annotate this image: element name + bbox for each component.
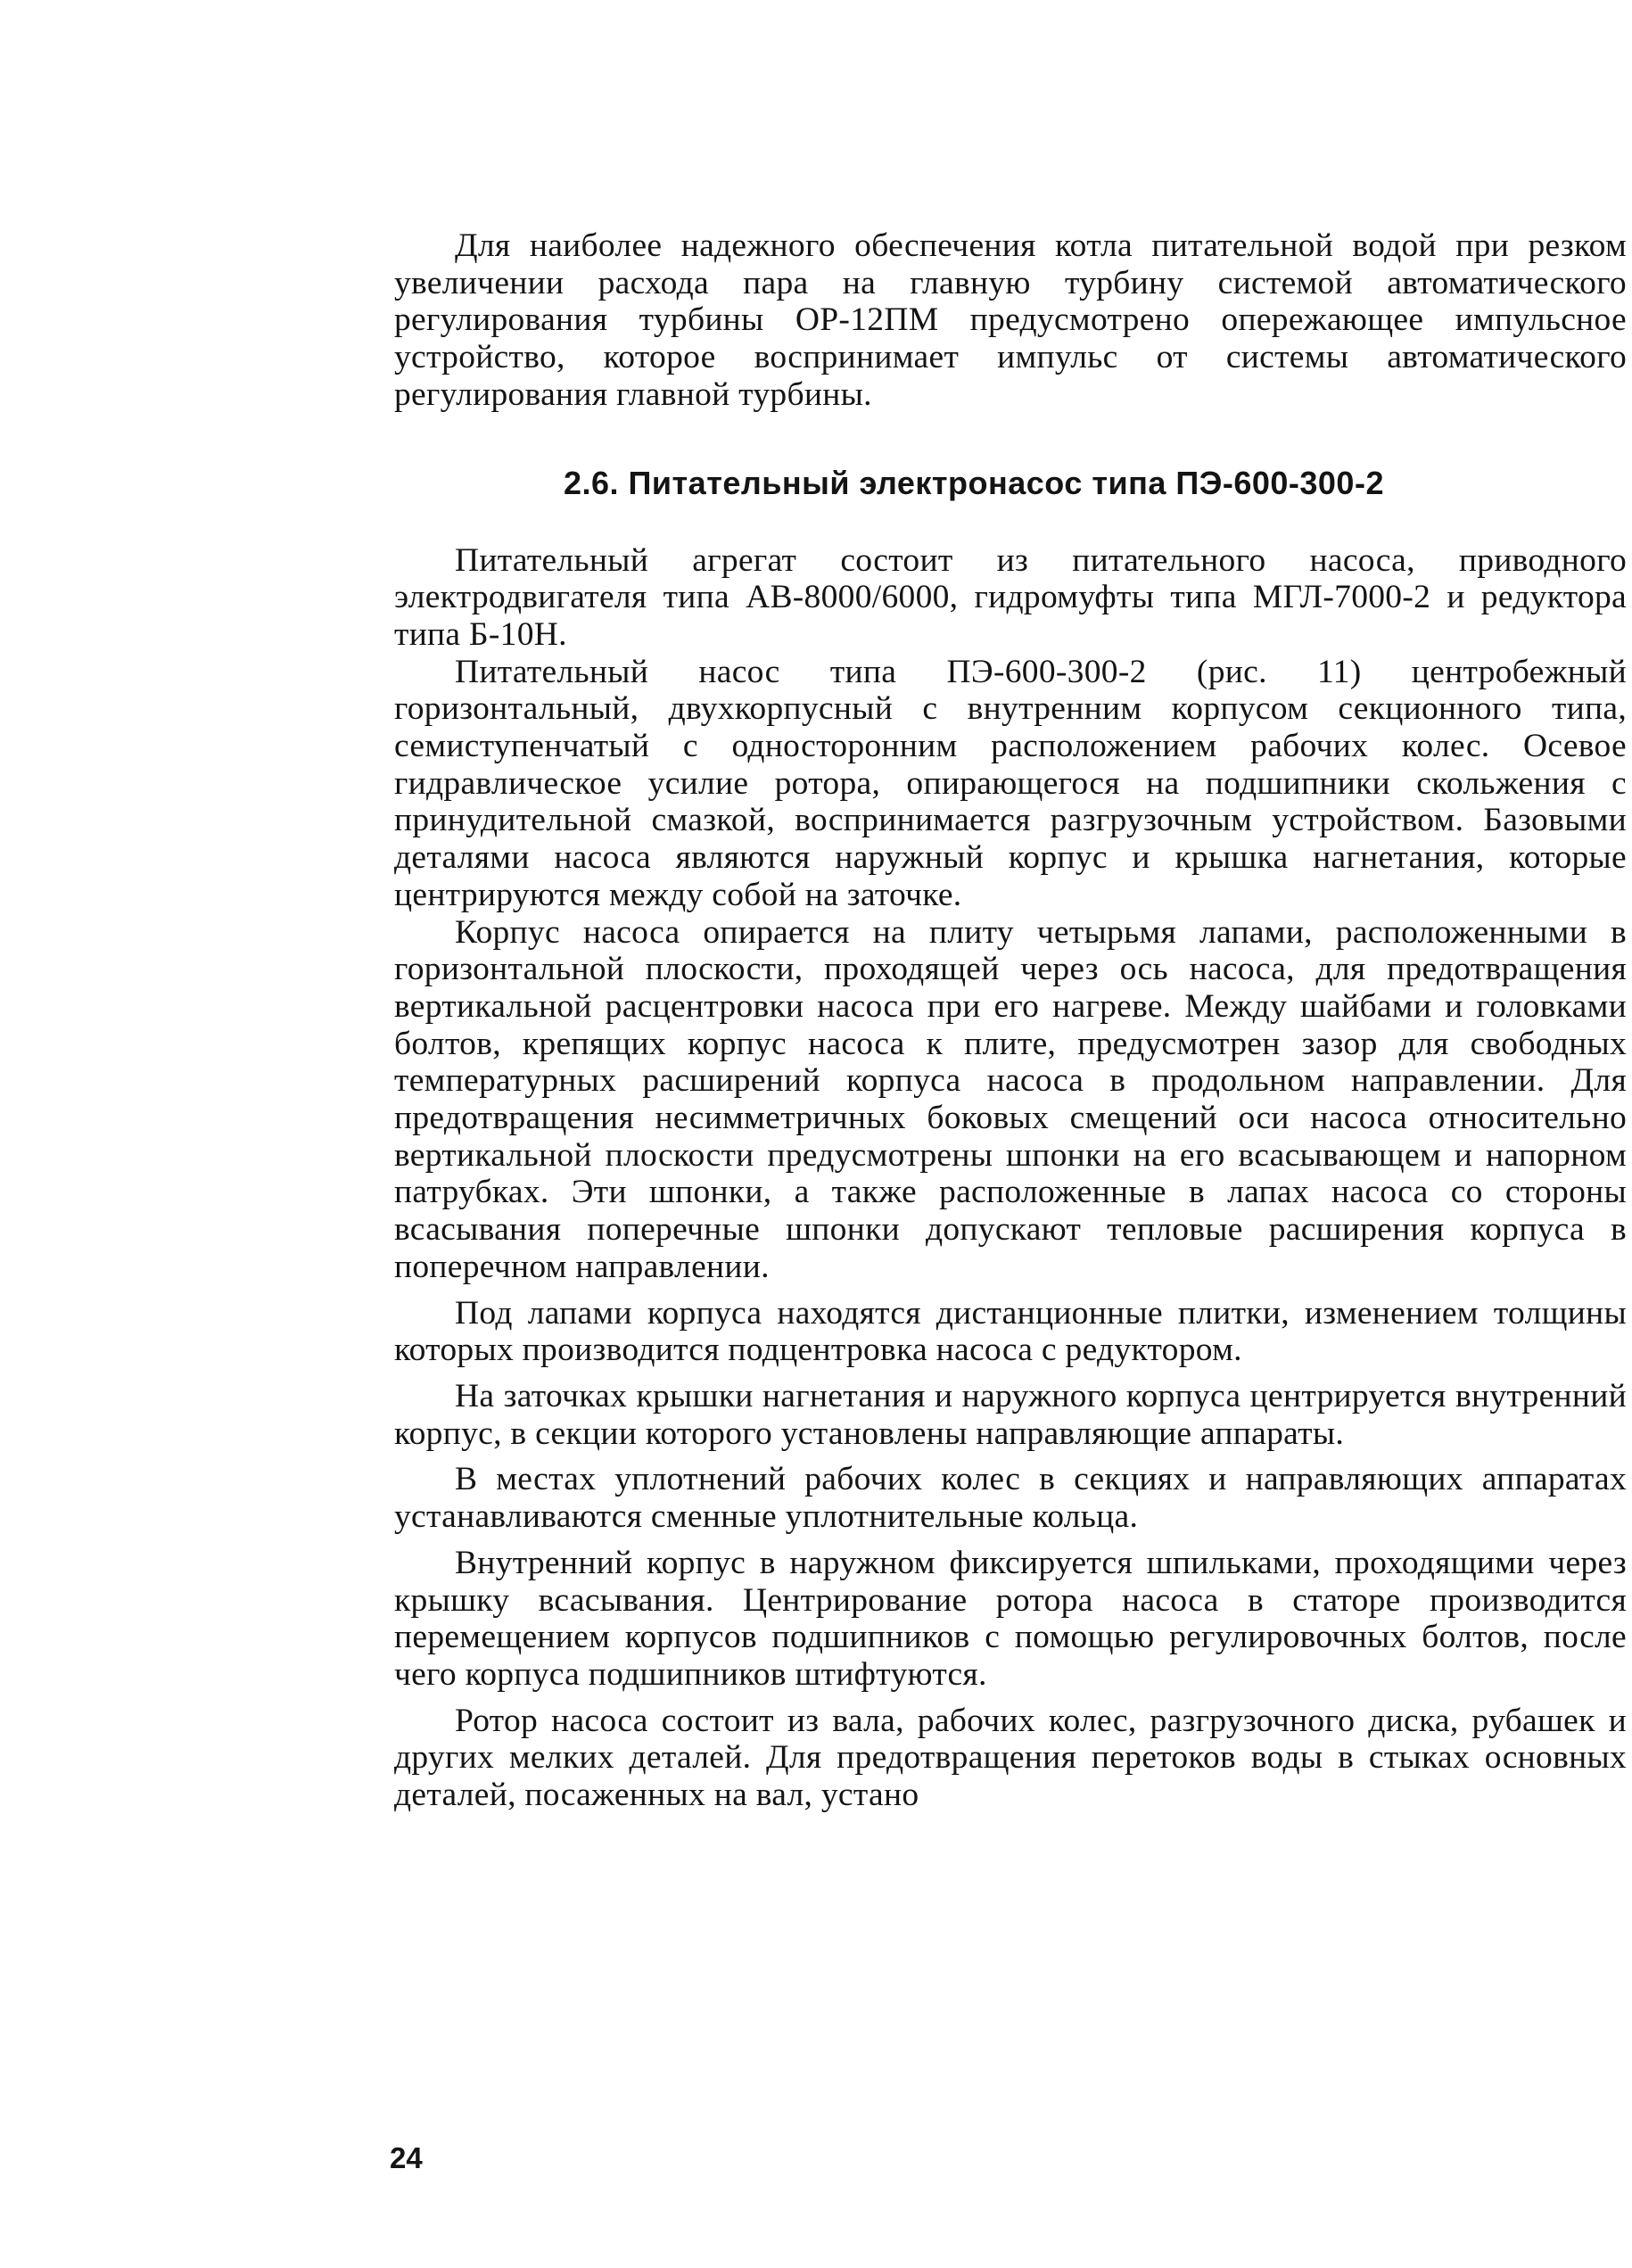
body-paragraph-2: Питательный насос типа ПЭ-600-300-2 (рис. 11) центробежный горизонтальный, двухкорпусный с внутренним корпусом секционного типа, семиступенчатый с односторонним расположением рабочих колес. Осевое гидравлическое усилие ротора, опирающегося на подшипники скольжения с принудительной смазкой, воспринимается разгрузочным устройством. Базовыми деталями насоса являются наружный корпус и крышка нагнетания, которые центрируются между собой на заточке. [394, 653, 1627, 913]
paragraph-gap [394, 1286, 1627, 1295]
body-paragraph-8: Ротор насоса состоит из вала, рабочих колес, разгрузочного диска, рубашек и других мелких деталей. Для предотвращения перетоков воды в стыках основных деталей, посаженных на вал, устано [394, 1702, 1627, 1814]
intro-paragraph: Для наиболее надежного обеспечения котла питательной водой при резком увеличении расхода пара на главную турбину системой автоматического регулирования турбины ОР-12ПМ предусмотрено опережающее импульсное устройство, которое воспринимает импульс от системы автоматического регулирования главной турбины. [394, 227, 1627, 413]
page-number: 24 [390, 2141, 423, 2174]
body-paragraph-3: Корпус насоса опирается на плиту четырьмя лапами, расположенными в горизонтальной плоскости, проходящей через ось насоса, для предотвращения вертикальной расцентровки насоса при его нагреве. Между шайбами и головками болтов, крепящих корпус насоса к плите, предусмотрен зазор для свободных температурных расширений корпуса насоса в продольном направлении. Для предотвращения несимметричных боковых смещений оси насоса относительно вертикальной плоскости предусмотрены шпонки на его всасывающем и напорном патрубках. Эти шпонки, а также расположенные в лапах насоса со стороны всасывания поперечные шпонки допускают тепловые расширения корпуса в поперечном направлении. [394, 913, 1627, 1285]
paragraph-gap [394, 1536, 1627, 1545]
body-paragraph-7: Внутренний корпус в наружном фиксируется шпильками, проходящими через крышку всасывания. Центрирование ротора насоса в статоре производится перемещением корпусов подшипников с помощью регулировочных болтов, после чего корпуса подшипников штифтуются. [394, 1544, 1627, 1693]
body-paragraph-6: В местах уплотнений рабочих колес в секциях и направляющих аппаратах устанавливаются сменные уплотнительные кольца. [394, 1461, 1627, 1536]
paragraph-gap [394, 1452, 1627, 1461]
section-heading: 2.6. Питательный электронасос типа ПЭ-600-300-2 [564, 464, 1384, 501]
body-paragraph-4: Под лапами корпуса находятся дистанционные плитки, изменением толщины которых производится подцентровка насоса с редуктором. [394, 1294, 1627, 1369]
paragraph-gap [394, 1694, 1627, 1703]
page-content [394, 227, 1627, 1814]
body-paragraph-5: На заточках крышки нагнетания и наружного корпуса центрируется внутренний корпус, в секции которого установлены направляющие аппараты. [394, 1377, 1627, 1452]
body-paragraph-1: Питательный агрегат состоит из питательного насоса, приводного электродвигателя типа АВ-8000/6000, гидромуфты типа МГЛ-7000-2 и редуктора типа Б-10Н. [394, 541, 1627, 653]
paragraph-gap [394, 1369, 1627, 1378]
